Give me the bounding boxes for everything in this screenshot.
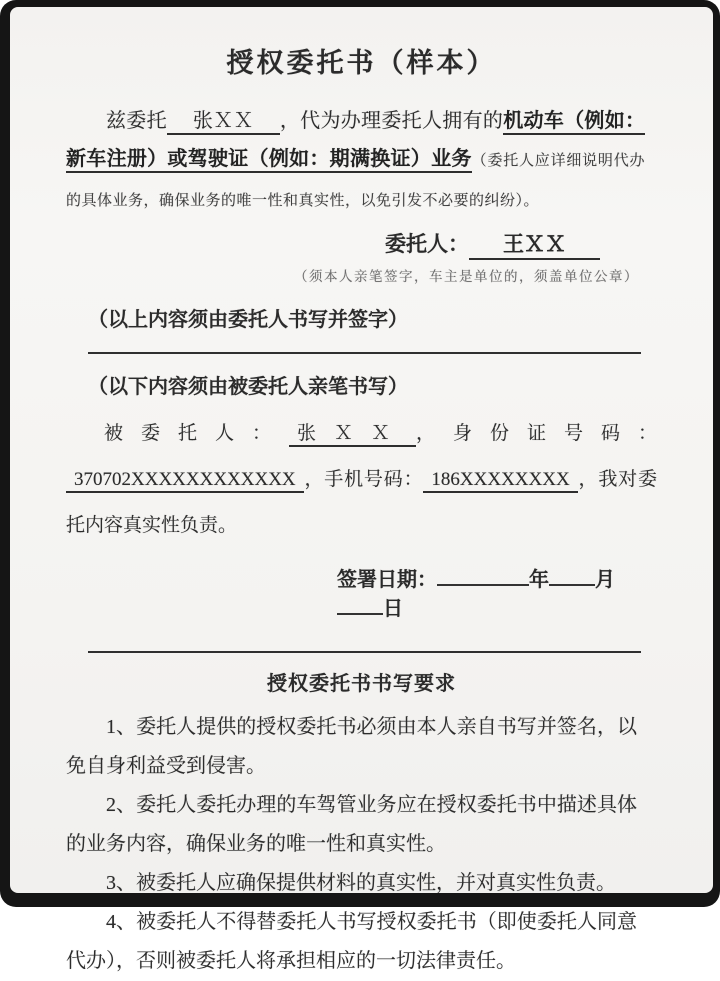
below-section-note: （以下内容须由被委托人亲笔书写） [88,376,408,398]
agent-label: 被委托人： [104,423,289,444]
date-label: 签署日期： [337,569,437,591]
agent-name-field: 张ＸＸ [167,110,280,135]
document-title: 授权委托书（样本） [226,48,497,78]
business-scope-field: 机动车（例如：新车注册）或驾驶证（例如：期满换证）业务 [66,110,645,173]
requirement-item-1: 1、委托人提供的授权委托书必须由本人亲自书写并签名，以免自身利益受到侵害。 [66,716,637,777]
agent-paragraph [66,411,657,549]
day-suffix: 日 [383,598,403,620]
above-section-note: （以上内容须由委托人书写并签字） [88,309,408,331]
requirement-item-4: 4、被委托人不得替委托人书写授权委托书（即使委托人同意代办），否则被委托人将承担相应的一切法律责任。 [66,911,637,972]
requirement-item-2: 2、委托人委托办理的车驾管业务应在授权委托书中描述具体的业务内容，确保业务的唯一性和真实性。 [66,794,637,855]
signature-date-line [337,563,657,621]
year-suffix: 年 [529,569,549,591]
agent-declaration: ，我对委托内容真实性负责。 [66,469,657,536]
agent-phone-label: 手机号码： [324,469,424,490]
year-blank-field [437,563,529,586]
intro-connector: ，代为办理委托人拥有的 [279,110,504,132]
day-blank-field [337,592,383,615]
section-divider-2 [88,651,641,653]
intro-inline-note: （委托人应详细说明代办的具体业务，确保业务的唯一性和真实性，以免引发不必要的纠纷）。 [66,153,645,209]
intro-lead: 兹委托 [106,110,167,132]
principal-line [385,228,657,258]
agent-id-number-field: 370702XXXXXXXXXXXX [66,469,304,493]
agent-phone-number-field: 186XXXXXXXX [423,469,577,493]
agent-id-label: ，身份证号码： [415,423,657,444]
principal-label: 委托人： [385,232,469,256]
intro-paragraph [66,102,645,220]
requirements-heading: 授权委托书书写要求 [267,673,456,695]
month-suffix: 月 [595,569,615,591]
section-divider-1 [88,352,641,354]
month-blank-field [549,563,595,586]
agent-name-field-2: 张ＸＸ [289,423,416,447]
requirement-item-3: 3、被委托人应确保提供材料的真实性，并对真实性负责。 [106,872,616,894]
principal-sign-note: （须本人亲笔签字，车主是单位的，须盖单位公章） [294,269,639,284]
agent-separator: ， [303,469,325,490]
principal-name-field: 王ＸＸ [469,232,600,260]
document-page [10,7,713,972]
